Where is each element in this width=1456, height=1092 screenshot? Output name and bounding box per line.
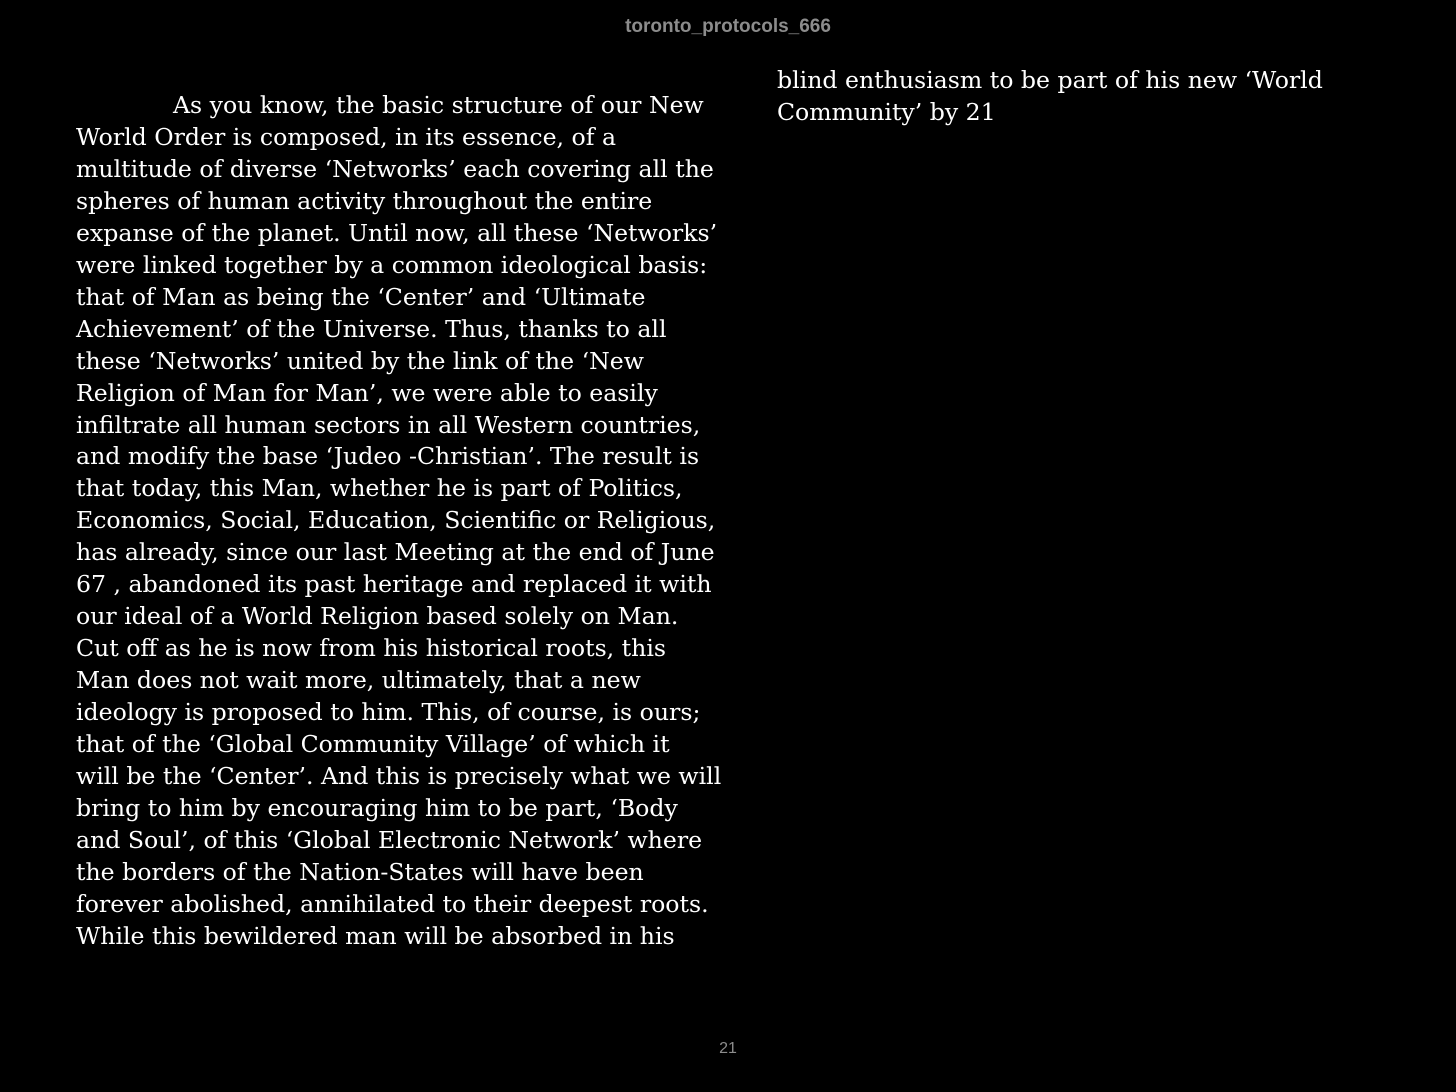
text-line: Man does not wait more, ultimately, that a new (76, 666, 641, 695)
text-line: expanse of the planet. Until now, all these ‘Networks’ (76, 218, 718, 247)
text-line: ideology is proposed to him. This, of course, is ours; (76, 698, 701, 727)
text-line: forever abolished, annihilated to their deepest roots. (76, 889, 709, 918)
left-page-text (76, 90, 722, 953)
text-line: infiltrate all human sectors in all Western countries, (76, 410, 701, 439)
text-line: these ‘Networks’ united by the link of the ‘New (76, 346, 644, 375)
text-line: Cut off as he is now from his historical roots, this (76, 634, 667, 663)
text-line: were linked together by a common ideological basis: (76, 250, 708, 279)
text-line: and Soul’, of this ‘Global Electronic Network’ where (76, 825, 703, 854)
text-line: that of the ‘Global Community Village’ of which it (76, 730, 670, 759)
text-line: the borders of the Nation-States will have been (76, 857, 644, 886)
text-line: has already, since our last Meeting at the end of June (76, 538, 715, 567)
text-line: Religion of Man for Man’, we were able to easily (76, 378, 658, 407)
text-line: our ideal of a World Religion based solely on Man. (76, 602, 679, 631)
text-line: 67 , abandoned its past heritage and replaced it with (76, 570, 712, 599)
text-line: Achievement’ of the Universe. Thus, thanks to all (76, 314, 667, 343)
text-line: multitude of diverse ‘Networks’ each covering all the (76, 154, 714, 183)
text-line: blind enthusiasm to be part of his new ‘World (777, 66, 1323, 94)
right-page-text (777, 65, 1387, 129)
text-line: bring to him by encouraging him to be part, ‘Body (76, 793, 678, 822)
text-line: While this bewildered man will be absorbed in his (76, 921, 675, 950)
text-line-content: As you know, the basic structure of our New (173, 91, 704, 119)
text-line: that of Man as being the ‘Center’ and ‘Ultimate (76, 282, 646, 311)
text-line: Economics, Social, Education, Scientific or Religious, (76, 506, 716, 535)
text-line: spheres of human activity throughout the entire (76, 186, 653, 215)
book-title: toronto_protocols_666 (625, 16, 831, 37)
text-line: that today, this Man, whether he is part of Politics, (76, 474, 683, 503)
text-line: and modify the base ‘Judeo -Christian’. The result is (76, 442, 700, 471)
page-number: 21 (719, 1040, 737, 1057)
text-line: World Order is composed, in its essence, of a (76, 122, 617, 151)
text-line: Community’ by 21 (777, 97, 996, 126)
text-line (76, 90, 704, 122)
text-line: will be the ‘Center’. And this is precisely what we will (76, 762, 722, 791)
